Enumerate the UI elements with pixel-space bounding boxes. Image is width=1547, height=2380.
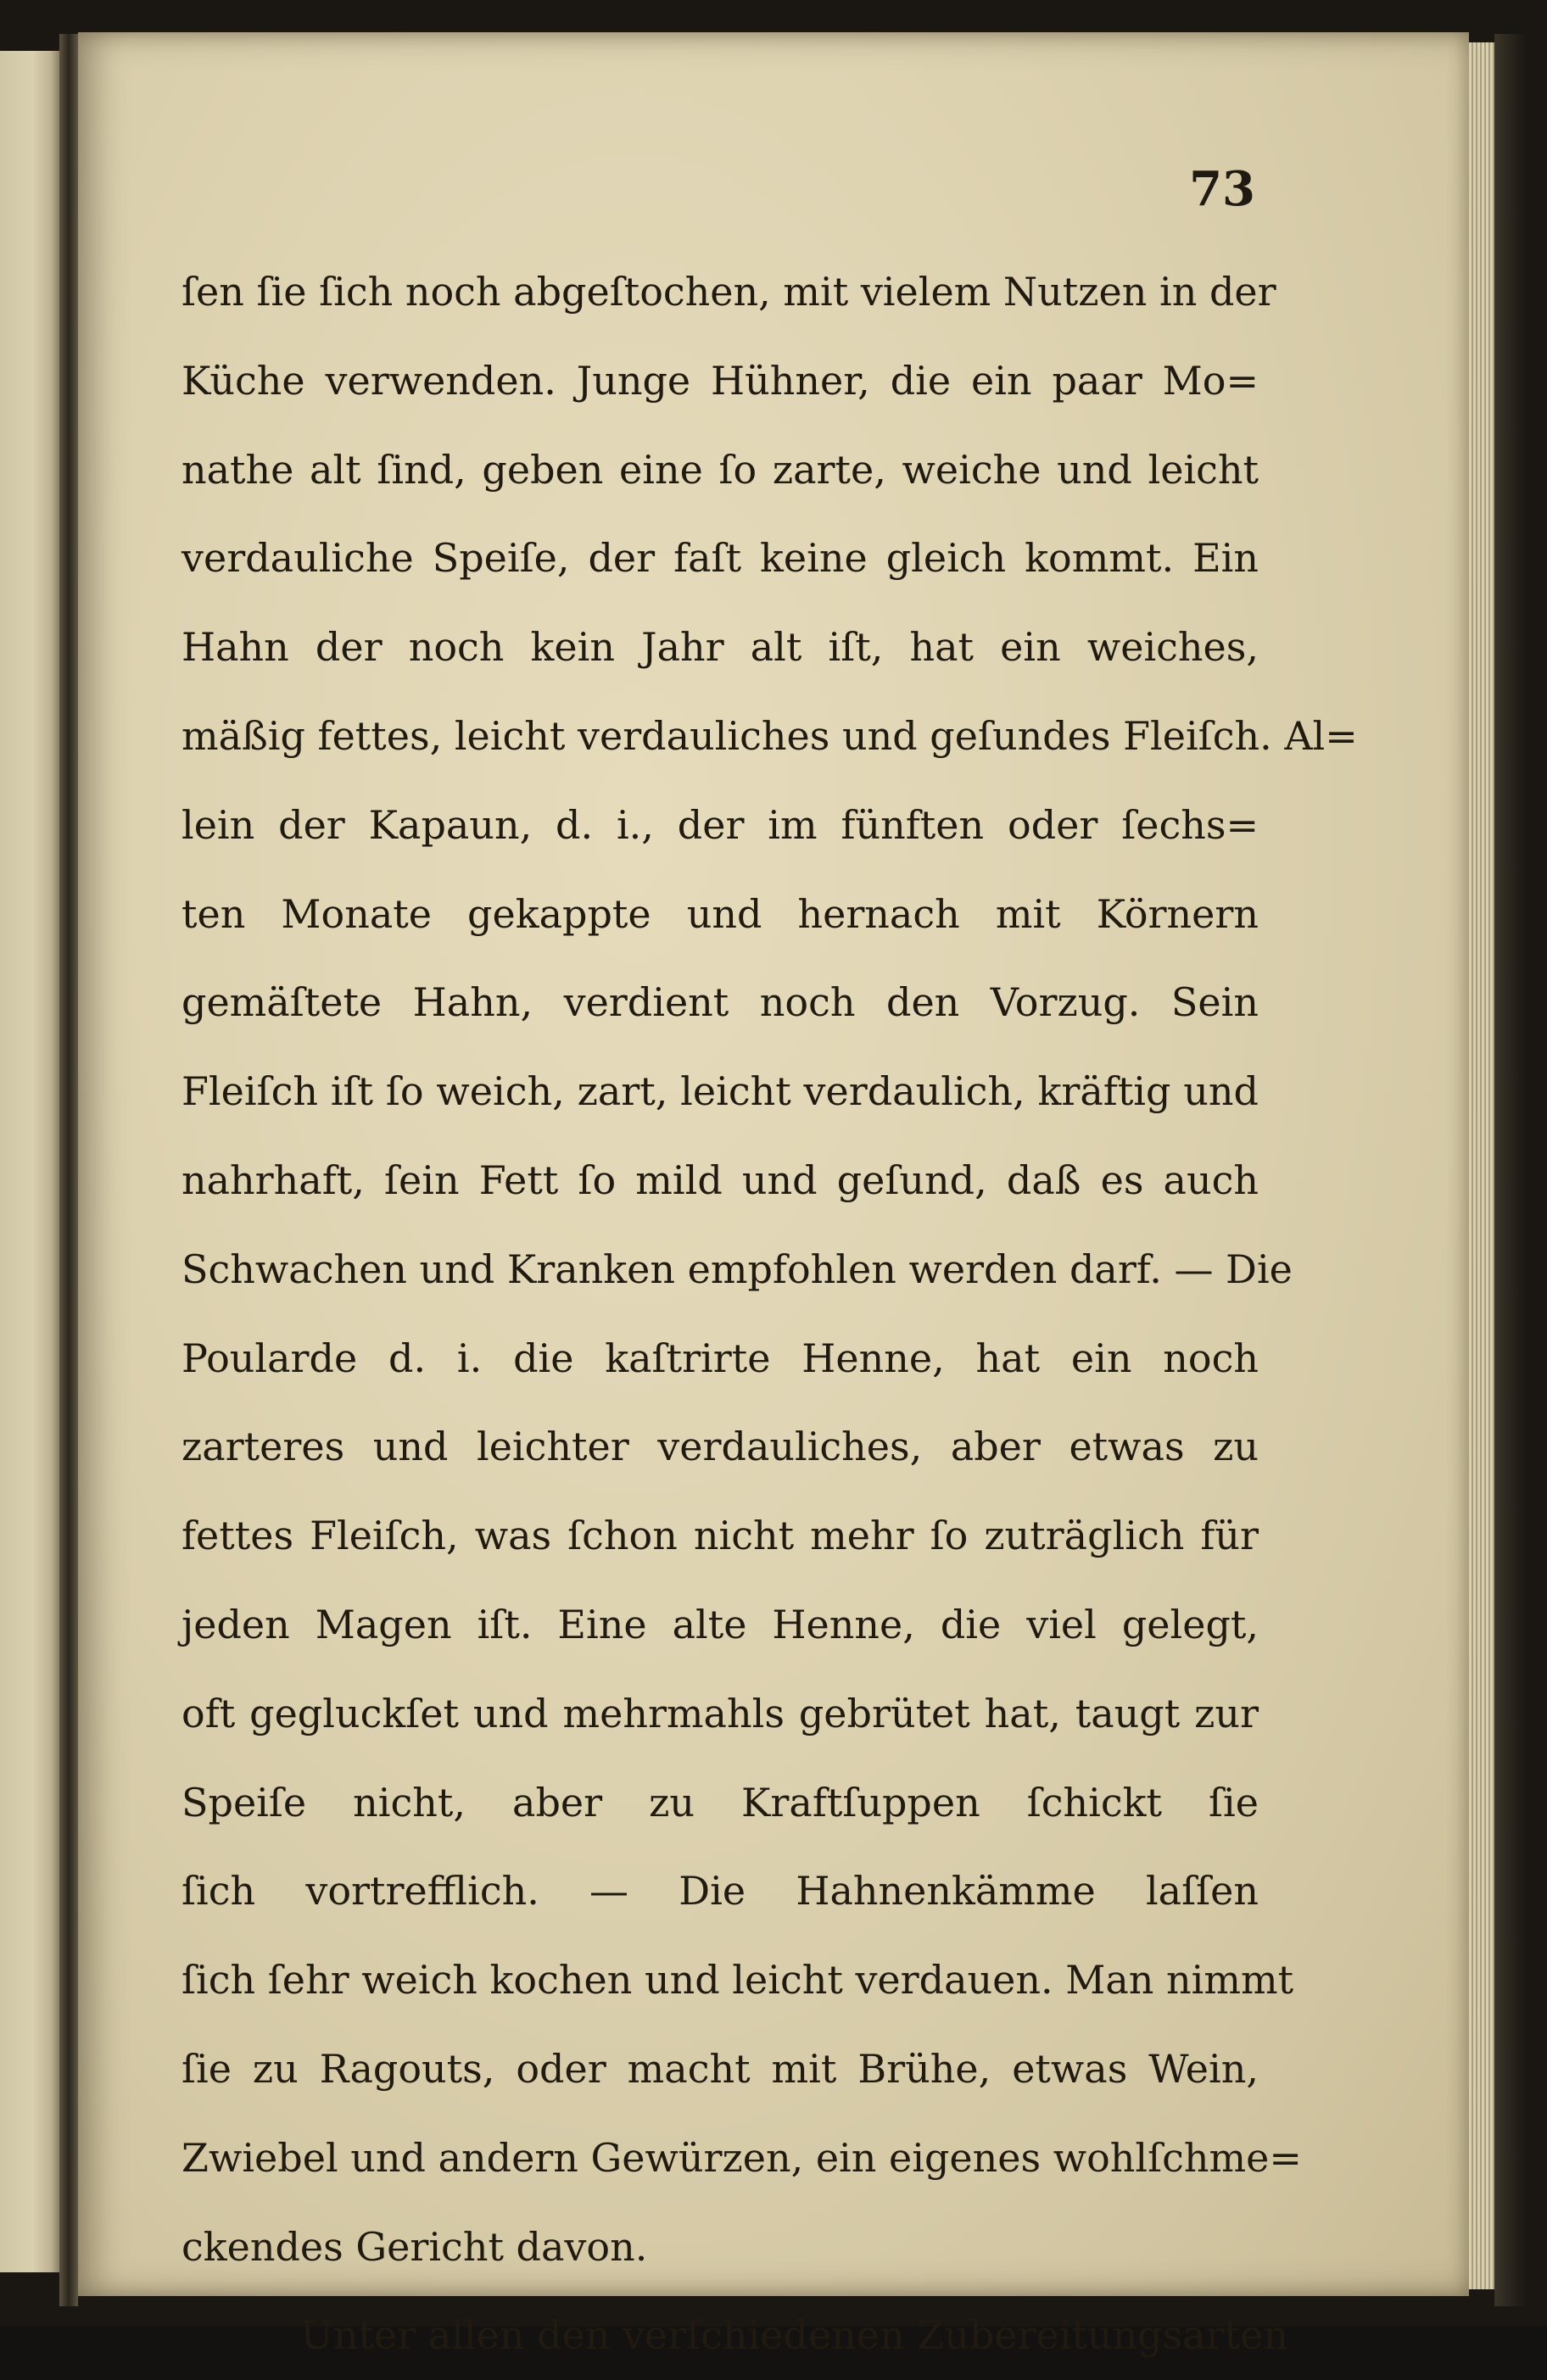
text-line: ſen ſie ſich noch abgeſtochen, mit vielem Nutzen in der [182,269,1276,315]
text-line: zarteres und leichter verdauliches, aber etwas zu [182,1424,1259,1470]
text-line: Fleiſch iſt ſo weich, zart, leicht verdaulich, kräftig und [182,1068,1259,1115]
text-line: lein der Kapaun, d. i., der im fünften oder ſechs= [182,801,1259,848]
page-number: 73 [1189,161,1255,217]
text-line: verdauliche Speiſe, der faſt keine gleich kommt. Ein [182,535,1259,582]
edge-shadow [1494,34,1547,2306]
body-text [182,248,1358,2380]
text-line: Schwachen und Kranken empfohlen werden darf. — Die [182,1246,1293,1292]
text-line: fettes Fleiſch, was ſchon nicht mehr ſo zuträglich für [182,1513,1259,1559]
text-line: mäßig fettes, leicht verdauliches und geſundes Fleiſch. Al= [182,712,1358,759]
text-line: Speiſe nicht, aber zu Kraftſuppen ſchickt ſie [182,1779,1259,1825]
text-line: ckendes Gericht davon. [182,2223,648,2270]
text-line: Zwiebel und andern Gewürzen, ein eigenes wohlſchme= [182,2134,1302,2181]
text-line: gemäſtete Hahn, verdient noch den Vorzug. Sein [182,979,1259,1026]
page-edges [1469,42,1494,2289]
text-line: Küche verwenden. Junge Hühner, die ein paar Mo= [182,357,1259,404]
facing-page-edge [0,51,59,2272]
text-line: ſich vortrefflich. — Die Hahnenkämme laſſen [182,1868,1259,1915]
text-line: ten Monate gekappte und hernach mit Körnern [182,890,1259,937]
text-line: Unter allen den verſchiedenen Zubereitungsarten [300,2312,1288,2359]
book-gutter [59,34,78,2306]
text-line: ſich ſehr weich kochen und leicht verdauen. Man nimmt [182,1957,1294,2004]
text-line: Hahn der noch kein Jahr alt iſt, hat ein weiches, [182,624,1259,671]
text-line: jeden Magen iſt. Eine alte Henne, die viel gelegt, [182,1601,1259,1647]
text-line: nahrhaft, ſein Fett ſo mild und geſund, daß es auch [182,1157,1259,1203]
text-line: Poularde d. i. die kaſtrirte Henne, hat ein noch [182,1335,1259,1381]
text-line: nathe alt ſind, geben eine ſo zarte, weiche und leicht [182,446,1259,493]
text-line: ſie zu Ragouts, oder macht mit Brühe, etwas Wein, [182,2045,1259,2092]
text-line: oft gegluckſet und mehrmahls gebrütet hat, taugt zur [182,1690,1259,1736]
